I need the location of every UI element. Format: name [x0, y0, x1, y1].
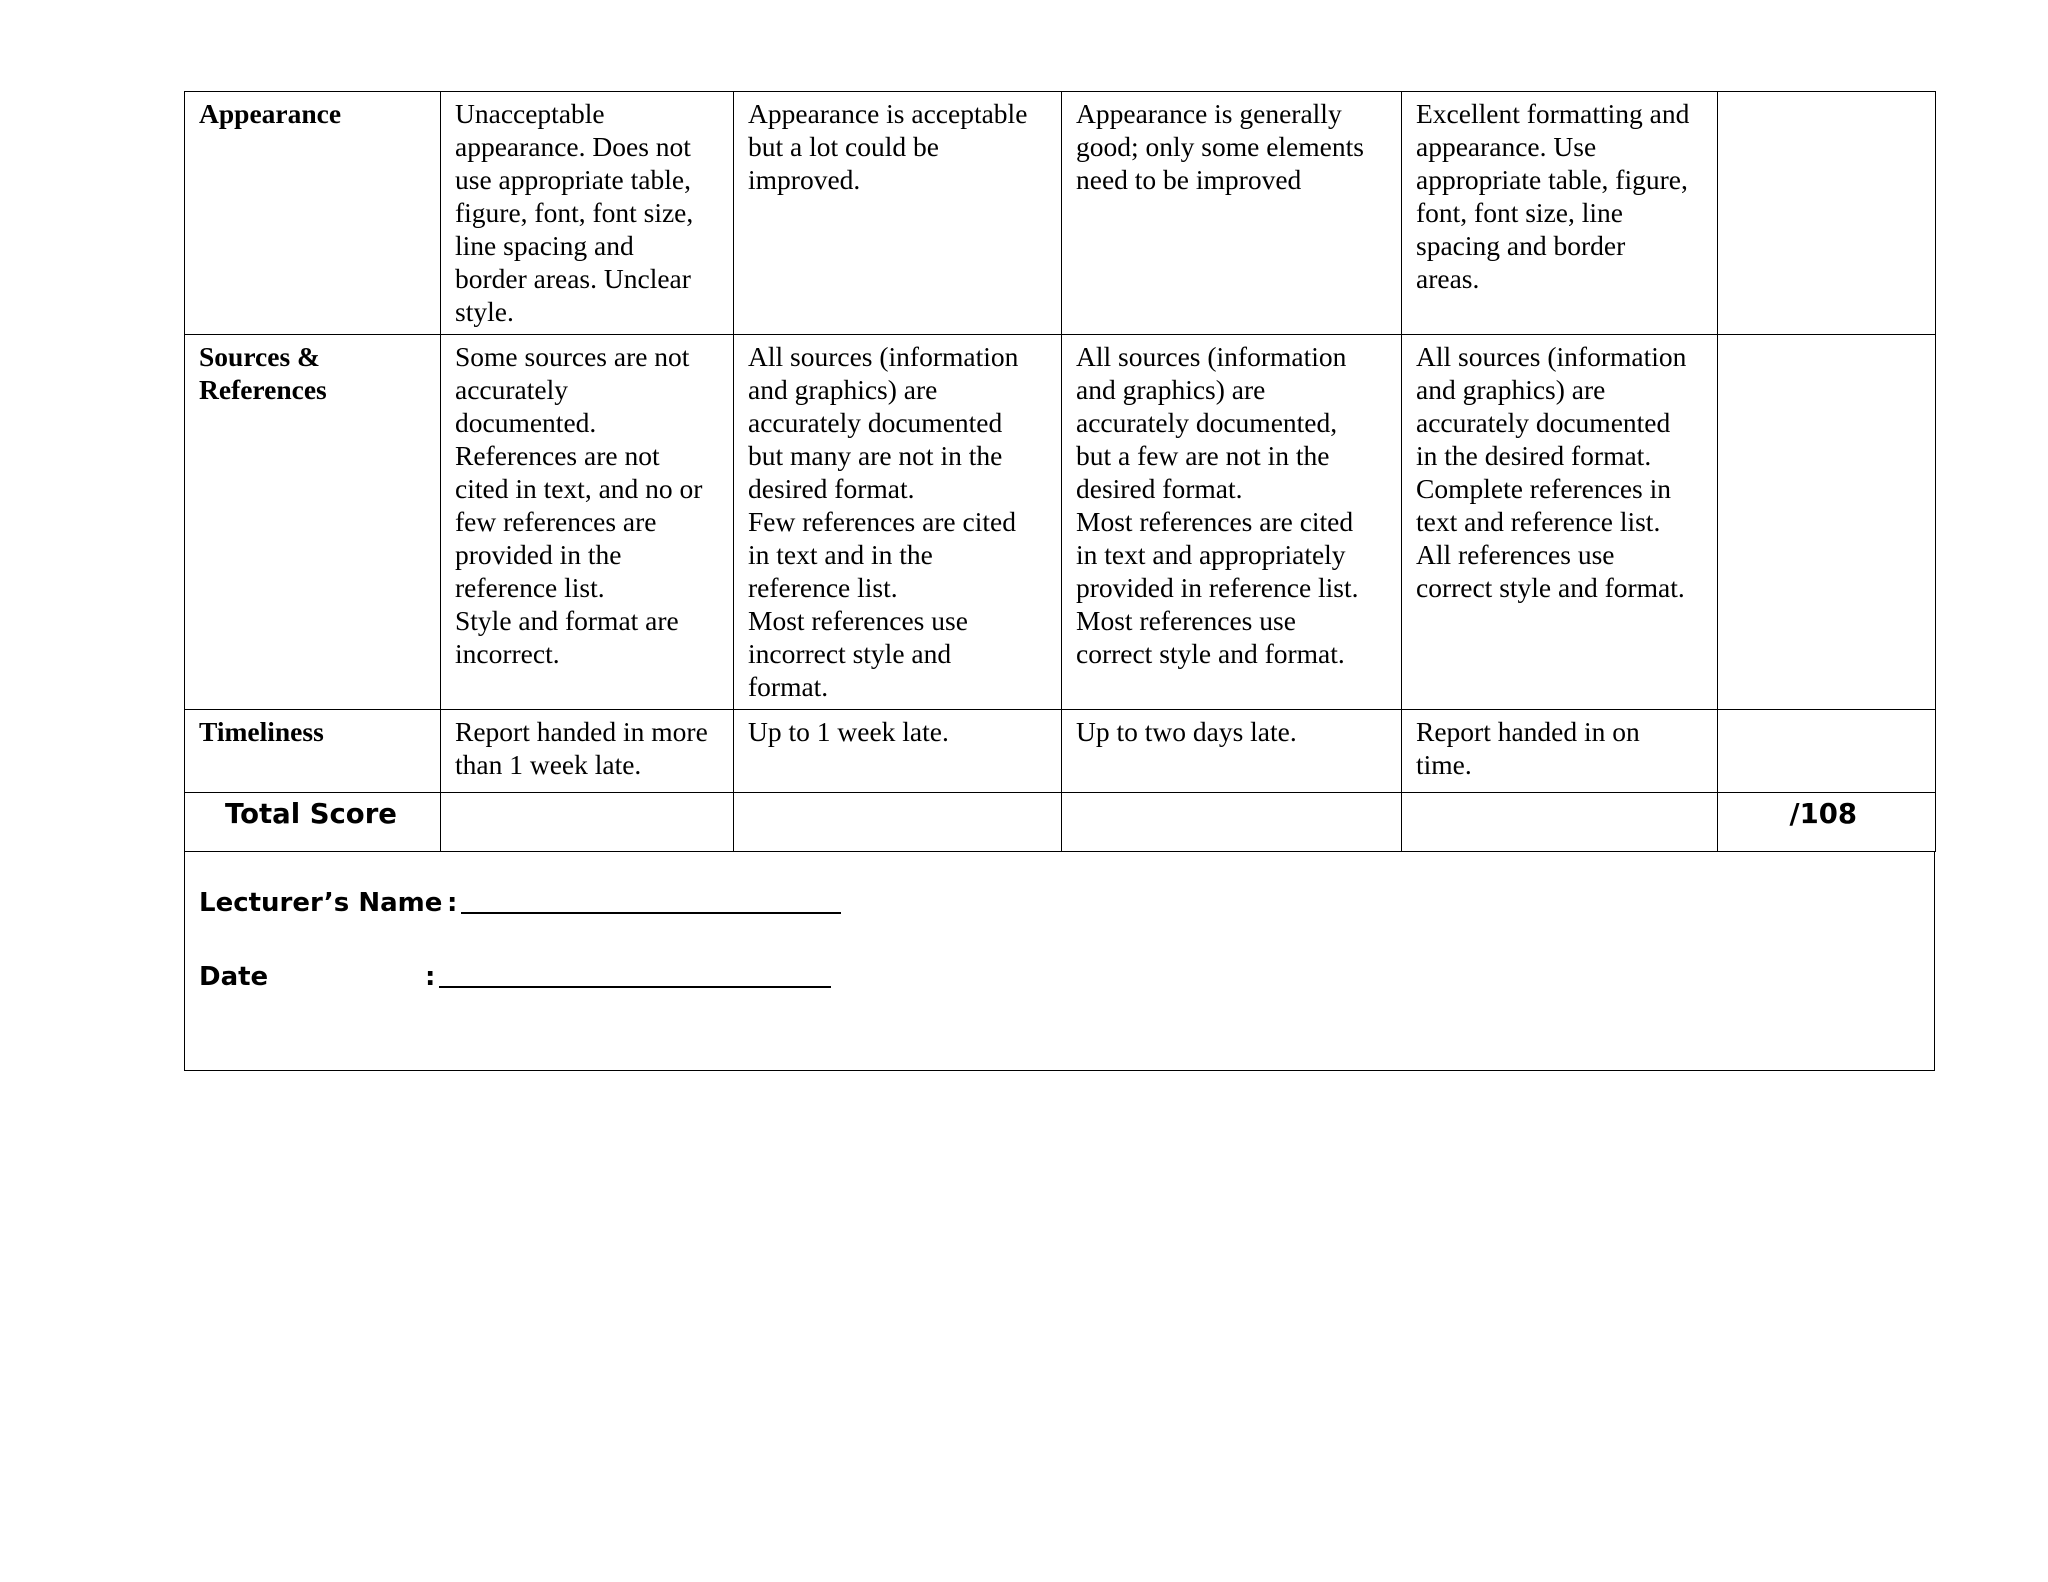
total-row: [185, 793, 1936, 852]
lecturer-name-line: [199, 888, 841, 918]
total-cell[interactable]: [1402, 793, 1718, 852]
level-cell: All sources (information and graphics) are accurately documented but many are not in the desired format. Few references are cited in text and in the reference list. Most references use incorrect style and format.: [734, 335, 1062, 710]
date-colon: :: [425, 962, 436, 992]
level-cell: Some sources are not accurately documented. References are not cited in text, and no or few references are provided in the reference list. Style and format are incorrect.: [441, 335, 734, 710]
date-line: [199, 962, 831, 992]
table-row: [185, 710, 1936, 793]
level-cell: Appearance is acceptable but a lot could be improved.: [734, 92, 1062, 335]
lecturer-name-colon: :: [447, 888, 458, 918]
score-cell[interactable]: [1718, 92, 1936, 335]
level-cell: Up to 1 week late.: [734, 710, 1062, 793]
lecturer-name-label: Lecturer’s Name: [199, 888, 443, 918]
lecturer-name-field[interactable]: [461, 911, 841, 914]
level-cell: Unacceptable appearance. Does not use appropriate table, figure, font, font size, line spacing and border areas. Unclear style.: [441, 92, 734, 335]
signature-box: [184, 852, 1935, 1071]
total-cell[interactable]: [1062, 793, 1402, 852]
total-score-max: /108: [1718, 793, 1936, 852]
rubric-table: [184, 91, 1936, 852]
date-label: Date: [199, 962, 269, 992]
total-cell[interactable]: [734, 793, 1062, 852]
table-row: [185, 335, 1936, 710]
level-cell: Report handed in on time.: [1402, 710, 1718, 793]
level-cell: Report handed in more than 1 week late.: [441, 710, 734, 793]
total-cell[interactable]: [441, 793, 734, 852]
criterion-label: Timeliness: [185, 710, 441, 793]
criterion-label: Appearance: [185, 92, 441, 335]
level-cell: Appearance is generally good; only some elements need to be improved: [1062, 92, 1402, 335]
score-cell[interactable]: [1718, 335, 1936, 710]
table-row: [185, 92, 1936, 335]
level-cell: Excellent formatting and appearance. Use appropriate table, figure, font, font size, line spacing and border areas.: [1402, 92, 1718, 335]
total-score-label: Total Score: [185, 793, 441, 852]
rubric-sheet: [184, 91, 1935, 1071]
score-cell[interactable]: [1718, 710, 1936, 793]
level-cell: All sources (information and graphics) are accurately documented, but a few are not in the desired format. Most references are cited in text and appropriately provided in reference list. Most references use correct style and format.: [1062, 335, 1402, 710]
level-cell: Up to two days late.: [1062, 710, 1402, 793]
date-field[interactable]: [439, 985, 831, 988]
level-cell: All sources (information and graphics) are accurately documented in the desired format. Complete references in text and reference list. All references use correct style and format.: [1402, 335, 1718, 710]
criterion-label: Sources & References: [185, 335, 441, 710]
